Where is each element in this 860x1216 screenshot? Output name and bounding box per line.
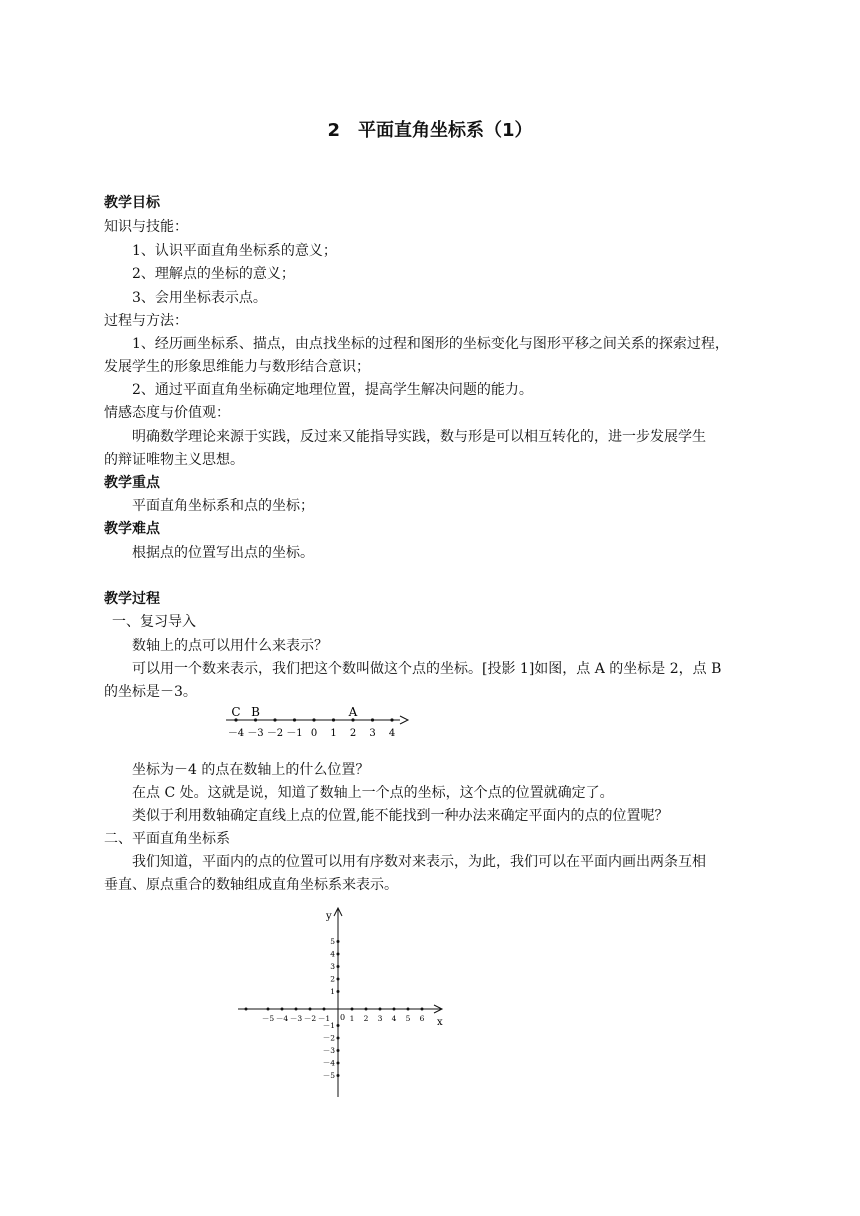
x-axis-tick-dot <box>281 1008 284 1011</box>
x-axis-tick-dot <box>379 1008 382 1011</box>
section-1-question: 数轴上的点可以用什么来表示？ <box>132 638 328 654</box>
number-line-tick-label: 1 <box>330 728 337 739</box>
key-point-text: 平面直角坐标系和点的坐标； <box>132 498 314 514</box>
number-line-tick-label: －2 <box>266 728 284 739</box>
number-line-figure <box>220 702 420 742</box>
x-axis-tick-label: 4 <box>391 1014 397 1023</box>
number-line-tick-label: －4 <box>227 728 245 739</box>
process-item-1-line-1: 1、经历画坐标系、描点，由点找坐标的过程和图形的坐标变化与图形平移之间关系的探索过程， <box>132 336 729 352</box>
y-axis-tick-label: 3 <box>330 962 335 971</box>
y-axis-tick-label: 1 <box>330 987 335 996</box>
y-axis-tick-dot <box>337 978 340 981</box>
x-axis-tick-dot <box>365 1008 368 1011</box>
number-line-tick-label: 0 <box>310 728 318 739</box>
x-axis-tick-label: －1 <box>317 1014 331 1023</box>
x-axis-tick-label: 3 <box>377 1014 383 1023</box>
number-line-tick-dot <box>273 718 276 721</box>
y-axis-tick-label: －1 <box>322 1021 335 1030</box>
y-axis-tick-dot <box>337 940 340 943</box>
section-1-heading: 一、复习导入 <box>112 614 196 630</box>
knowledge-item-1: 1、认识平面直角坐标系的意义； <box>132 243 337 259</box>
difficulty-text: 根据点的位置写出点的坐标。 <box>132 545 314 561</box>
x-axis-tick-dot <box>351 1008 354 1011</box>
y-axis-tick-dot <box>337 1037 340 1040</box>
objectives-heading: 教学目标 <box>104 195 160 211</box>
x-axis-tick-label: －2 <box>303 1014 317 1023</box>
y-axis-tick-dot <box>337 990 340 993</box>
section-1-question-2: 坐标为－4 的点在数轴上的什么位置？ <box>132 762 370 778</box>
number-line-tick-dot <box>390 718 393 721</box>
x-axis-tick-label: －4 <box>275 1014 289 1023</box>
y-axis-tick-label: －2 <box>322 1033 335 1043</box>
section-2-line-1: 我们知道，平面内的点的位置可以用有序数对来表示，为此，我们可以在平面内画出两条互相 <box>132 854 706 870</box>
x-axis-tick-label: －5 <box>261 1014 275 1023</box>
section-1-answer-2: 在点 C 处。这就是说，知道了数轴上一个点的坐标，这个点的位置就确定了。 <box>132 785 614 801</box>
number-line-point-label: A <box>348 705 358 719</box>
x-axis-tick-label: 6 <box>419 1014 425 1023</box>
key-point-heading: 教学重点 <box>104 475 160 491</box>
x-axis-label: x <box>437 1017 443 1028</box>
emotion-line-2: 的辩证唯物主义思想。 <box>104 452 244 468</box>
number-line-tick-label: 2 <box>349 728 357 739</box>
number-line-tick-label: －3 <box>247 728 264 739</box>
y-axis-tick-dot <box>337 953 340 956</box>
knowledge-label: 知识与技能： <box>104 219 188 235</box>
number-line-tick-label: －1 <box>286 728 303 739</box>
number-line-point-label: B <box>251 705 260 719</box>
number-line-tick-dot <box>293 718 296 721</box>
y-axis-tick-label: －5 <box>322 1071 335 1080</box>
section-1-question-3: 类似于利用数轴确定直线上点的位置,能不能找到一种办法来确定平面内的点的位置呢？ <box>132 808 669 824</box>
section-1-answer-line-2: 的坐标是－3。 <box>104 684 197 700</box>
number-line-tick-dot <box>332 718 335 721</box>
process-heading: 教学过程 <box>104 591 160 607</box>
y-axis-tick-dot <box>337 1074 340 1077</box>
y-axis-tick-label: 5 <box>330 937 335 946</box>
x-axis-tick-label: 5 <box>405 1014 411 1023</box>
x-axis-tick-dot <box>245 1008 248 1011</box>
x-axis-tick-dot <box>309 1008 312 1011</box>
number-line-point-label: C <box>231 705 241 719</box>
number-line-tick-label: 4 <box>388 728 396 739</box>
x-axis-tick-dot <box>407 1008 410 1011</box>
coordinate-plane-figure <box>230 902 460 1102</box>
y-axis-tick-label: 2 <box>330 974 335 984</box>
emotion-label: 情感态度与价值观： <box>104 405 230 421</box>
y-axis-tick-label: －3 <box>322 1046 335 1055</box>
difficulty-heading: 教学难点 <box>104 521 160 537</box>
x-axis-tick-dot <box>267 1008 270 1011</box>
y-axis-tick-label: －4 <box>322 1058 335 1068</box>
y-axis-tick-dot <box>337 1062 340 1065</box>
origin-label: 0 <box>340 1013 346 1022</box>
number-line-tick-dot <box>312 718 315 721</box>
emotion-line-1: 明确数学理论来源于实践，反过来又能指导实践，数与形是可以相互转化的，进一步发展学生 <box>132 429 706 445</box>
number-line-tick-dot <box>371 718 374 721</box>
x-axis-tick-dot <box>295 1008 298 1011</box>
knowledge-item-2: 2、理解点的坐标的意义； <box>132 266 295 282</box>
x-axis-tick-label: 1 <box>349 1014 355 1023</box>
process-item-1-line-2: 发展学生的形象思维能力与数形结合意识； <box>104 359 370 375</box>
x-axis-tick-label: 2 <box>363 1014 369 1023</box>
section-2-line-2: 垂直、原点重合的数轴组成直角坐标系来表示。 <box>104 877 398 893</box>
x-axis-tick-dot <box>393 1008 396 1011</box>
x-axis-tick-dot <box>421 1008 424 1011</box>
x-axis-tick-label: －3 <box>289 1014 303 1023</box>
y-axis-label: y <box>326 911 332 922</box>
y-axis-tick-label: 4 <box>330 949 335 959</box>
section-2-heading: 二、平面直角坐标系 <box>104 831 230 847</box>
y-axis-tick-dot <box>337 965 340 968</box>
knowledge-item-3: 3、会用坐标表示点。 <box>132 290 267 306</box>
y-axis-tick-dot <box>337 1024 340 1027</box>
section-1-answer-line-1: 可以用一个数来表示，我们把这个数叫做这个点的坐标。[投影 1]如图，点 A 的坐标是 2，点 B <box>132 661 722 677</box>
y-axis-tick-dot <box>337 1049 340 1052</box>
process-label: 过程与方法： <box>104 313 188 329</box>
number-line-tick-label: 3 <box>369 728 376 739</box>
process-item-2: 2、通过平面直角坐标确定地理位置，提高学生解决问题的能力。 <box>132 382 533 398</box>
x-axis-tick-dot <box>323 1008 326 1011</box>
page-title: 2 平面直角坐标系（1） <box>327 120 533 141</box>
